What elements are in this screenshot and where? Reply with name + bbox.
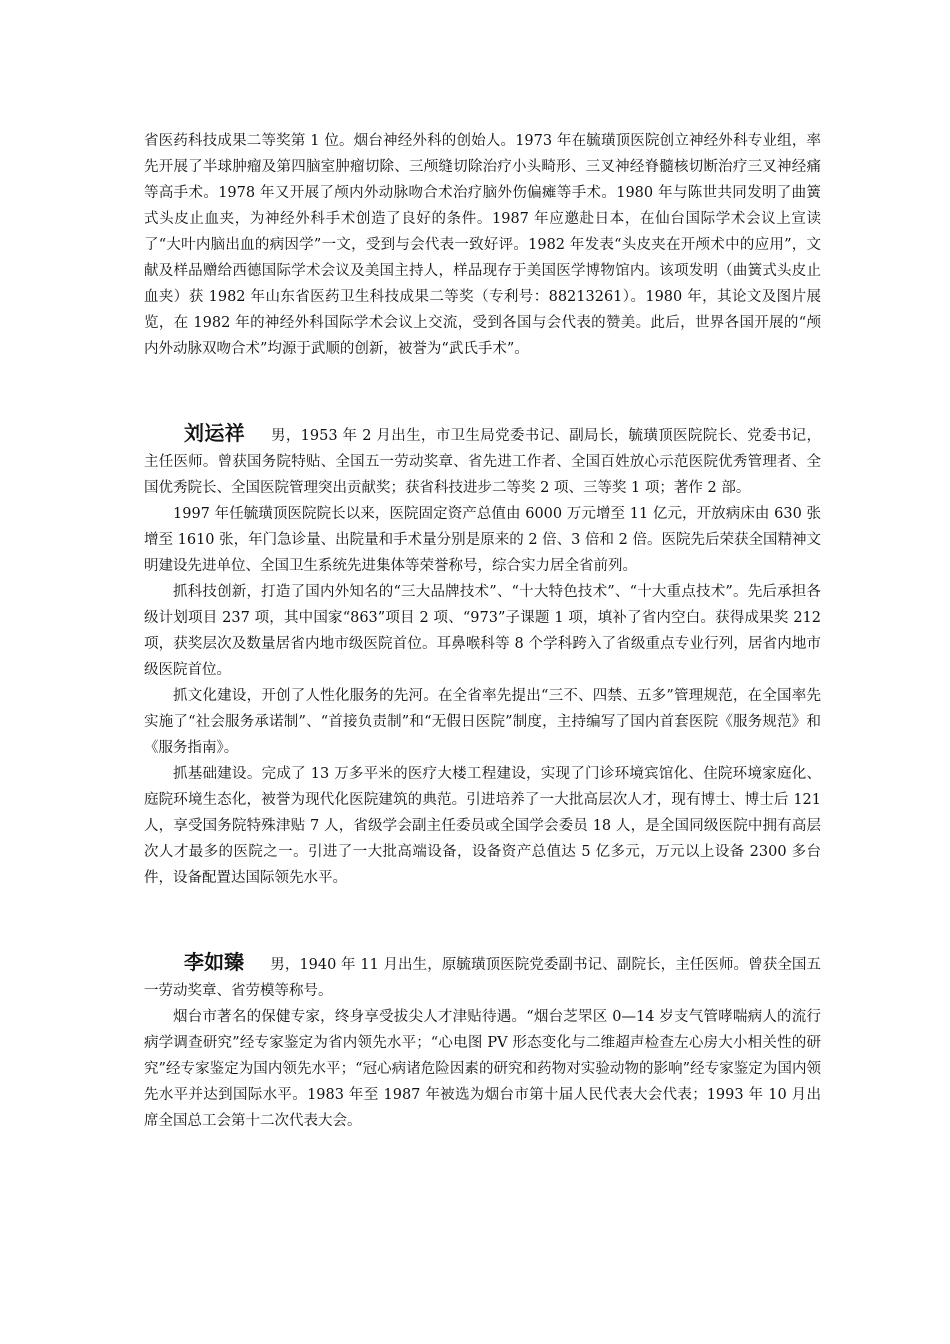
intro-paragraph: 省医药科技成果二等奖第 1 位。烟台神经外科的创始人。1973 年在毓璜顶医院创立神经外科专业组，率先开展了半球肿瘤及第四脑室肿瘤切除、三颅缝切除治疗小头畸形、三叉神经脊髓核切断治疗三叉神经痛等高手术。1978 年又开展了颅内外动脉吻合术治疗脑外伤偏瘫等手术。1980 年与陈世共同发明了曲簧式头皮止血夹，为神经外科手术创造了良好的条件。1987 年应邀赴日本，在仙台国际学术会议上宣读了“大叶内脑出血的病因学”一文，受到与会代表一致好评。1982 年发表“头皮夹在开颅术中的应用”，文献及样品赠给西德国际学术会议及美国主持人，样品现存于美国医学博物馆内。该项发明（曲簧式头皮止血夹）获 1982 年山东省医药卫生科技成果二等奖（专利号：88213261）。1980 年，其论文及图片展览，在 1982 年的神经外科国际学术会议上交流，受到各国与会代表的赞美。此后，世界各国开展的“颅内外动脉双吻合术”均源于武顺的创新，被誉为“武氏手术”。 [144,133,821,357]
bio-liu-yunxiang [144,420,821,891]
document-page [144,128,821,1134]
person-name: 刘运祥 [184,421,245,445]
bio-summary-text: 男，1953 年 2 月出生，市卫生局党委书记、副局长，毓璜顶医院院长、党委书记，主任医师。曾获国务院特贴、全国五一劳动奖章、省先进工作者、全国百姓放心示范医院优秀管理者、全国优秀院长、全国医院管理突出贡献奖；获省科技进步二等奖 2 项、三等奖 1 项；著作 2 部。 [144,428,822,496]
bio-paragraph: 抓文化建设，开创了人性化服务的先河。在全省率先提出“三不、四禁、五多”管理规范，在全国率先实施了“社会服务承诺制”、“首接负责制”和“无假日医院”制度，主持编写了国内首套医院《服务规范》和《服务指南》。 [144,688,821,756]
bio-paragraph: 1997 年任毓璜顶医院院长以来，医院固定资产总值由 6000 万元增至 11 亿元，开放病床由 630 张增至 1610 张，年门急诊量、出院量和手术量分别是原来的 2 倍、3 倍和 2 倍。医院先后荣获全国精神文明建设先进单位、全国卫生系统先进集体等荣誉称号，综合实力居全省前列。 [144,506,821,574]
bio-paragraph: 烟台市著名的保健专家，终身享受拔尖人才津贴待遇。“烟台芝罘区 0—14 岁支气管哮喘病人的流行病学调查研究”经专家鉴定为省内领先水平；“心电图 PV 形态变化与二维超声检查左心房大小相关性的研究”经专家鉴定为国内领先水平；“冠心病诸危险因素的研究和药物对实验动物的影响”经专家鉴定为国内领先水平并达到国际水平。1983 年至 1987 年被选为烟台市第十届人民代表大会代表；1993 年 10 月出席全国总工会第十二次代表大会。 [144,1009,822,1129]
bio-summary-text: 男，1940 年 11 月出生，原毓璜顶医院党委副书记、副院长，主任医师。曾获全国五一劳动奖章、省劳模等称号。 [144,957,821,999]
bio-li-ruzhen [144,949,821,1134]
bio-summary [144,420,821,501]
bio-paragraph: 抓科技创新，打造了国内外知名的“三大品牌技术”、“十大特色技术”、“十大重点技术”。先后承担各级计划项目 237 项，其中国家“863”项目 2 项、“973”子课题 1 项，填补了省内空白。获得成果奖 212 项，获奖层次及数量居省内地市级医院首位。耳鼻喉科等 8 个学科跨入了省级重点专业行列，居省内地市级医院首位。 [144,584,821,678]
bio-summary [144,949,821,1004]
bio-paragraph: 抓基础建设。完成了 13 万多平米的医疗大楼工程建设，实现了门诊环境宾馆化、住院环境家庭化、庭院环境生态化，被誉为现代化医院建筑的典范。引进培养了一大批高层次人才，现有博士、博士后 121 人，享受国务院特殊津贴 7 人，省级学会副主任委员或全国学会委员 18 人，是全国同级医院中拥有高层次人才最多的医院之一。引进了一大批高端设备，设备资产总值达 5 亿多元，万元以上设备 2300 多台件，设备配置达国际领先水平。 [144,766,821,886]
person-name: 李如臻 [184,950,245,974]
